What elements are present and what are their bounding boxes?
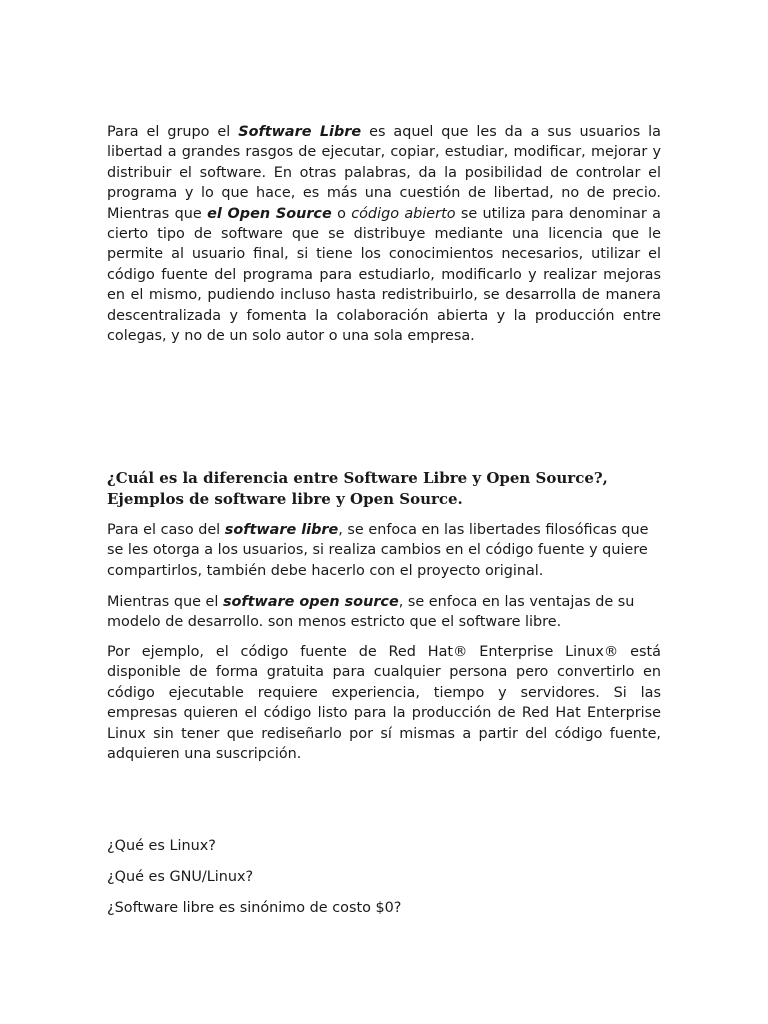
intro-text-o: o: [331, 205, 352, 222]
question-gnu-linux: ¿Qué es GNU/Linux?: [107, 869, 254, 885]
term-software-open-source: software open source: [222, 594, 399, 610]
example-paragraph: Por ejemplo, el código fuente de Red Hat® Enterprise Linux® está disponible de forma gratuita para cualquier persona pero convertirlo en código ejecutable requiere experiencia, tiempo y servidores. Si las empresas quieren el código listo para la producción de Red Hat Enterprise Linux sin tener que rediseñarlo por sí mismas a partir del código fuente, adquieren una suscripción.: [107, 644, 661, 763]
term-open-source: el Open Source: [207, 205, 332, 222]
intro-text-end: se utiliza para denominar a cierto tipo de software que se distribuye mediante una licencia que le permite al usuario final, si tiene los conocimientos necesarios, utilizar el código fuente del programa para estudiarlo, modificarlo y realizar mejoras en el mismo, pudiendo incluso hasta redistribuirlo, se desarrolla de manera descentralizada y fomenta la colaboración abierta y la producción entre colegas, y no de un solo autor o una sola empresa.: [107, 205, 661, 345]
term-software-libre-2: software libre: [224, 522, 339, 538]
p3-text-start: Mientras que el: [107, 594, 223, 610]
question-linux: ¿Qué es Linux?: [107, 838, 216, 854]
free-software-paragraph: [107, 520, 661, 581]
open-source-paragraph: [107, 592, 661, 633]
intro-text-middle: es aquel que les da a sus usuarios la libertad a grandes rasgos de ejecutar, copiar, estudiar, modificar, mejorar y distribuir el software. En otras palabras, da la posibilidad de controlar el programa y lo que hace, es más una cuestión de libertad, no de precio. Mientras que: [107, 124, 661, 222]
intro-paragraph: [107, 122, 661, 346]
p2-text-end: , se enfoca en las libertades filosóficas que se les otorga a los usuarios, si realiza cambios en el código fuente y quiere compartirlos, también debe hacerlo con el proyecto original.: [107, 522, 649, 579]
term-codigo-abierto: código abierto: [351, 205, 456, 222]
question-free-cost: ¿Software libre es sinónimo de costo $0?: [107, 900, 402, 916]
p2-text-start: Para el caso del: [107, 522, 225, 538]
term-software-libre: Software Libre: [238, 124, 362, 140]
p3-text-end: , se enfoca en las ventajas de su modelo de desarrollo. son menos estricto que el software libre.: [107, 594, 635, 631]
section-heading: ¿Cuál es la diferencia entre Software Libre y Open Source?, Ejemplos de software libre y Open Source.: [107, 469, 608, 508]
intro-text-start: Para el grupo el: [107, 124, 239, 140]
